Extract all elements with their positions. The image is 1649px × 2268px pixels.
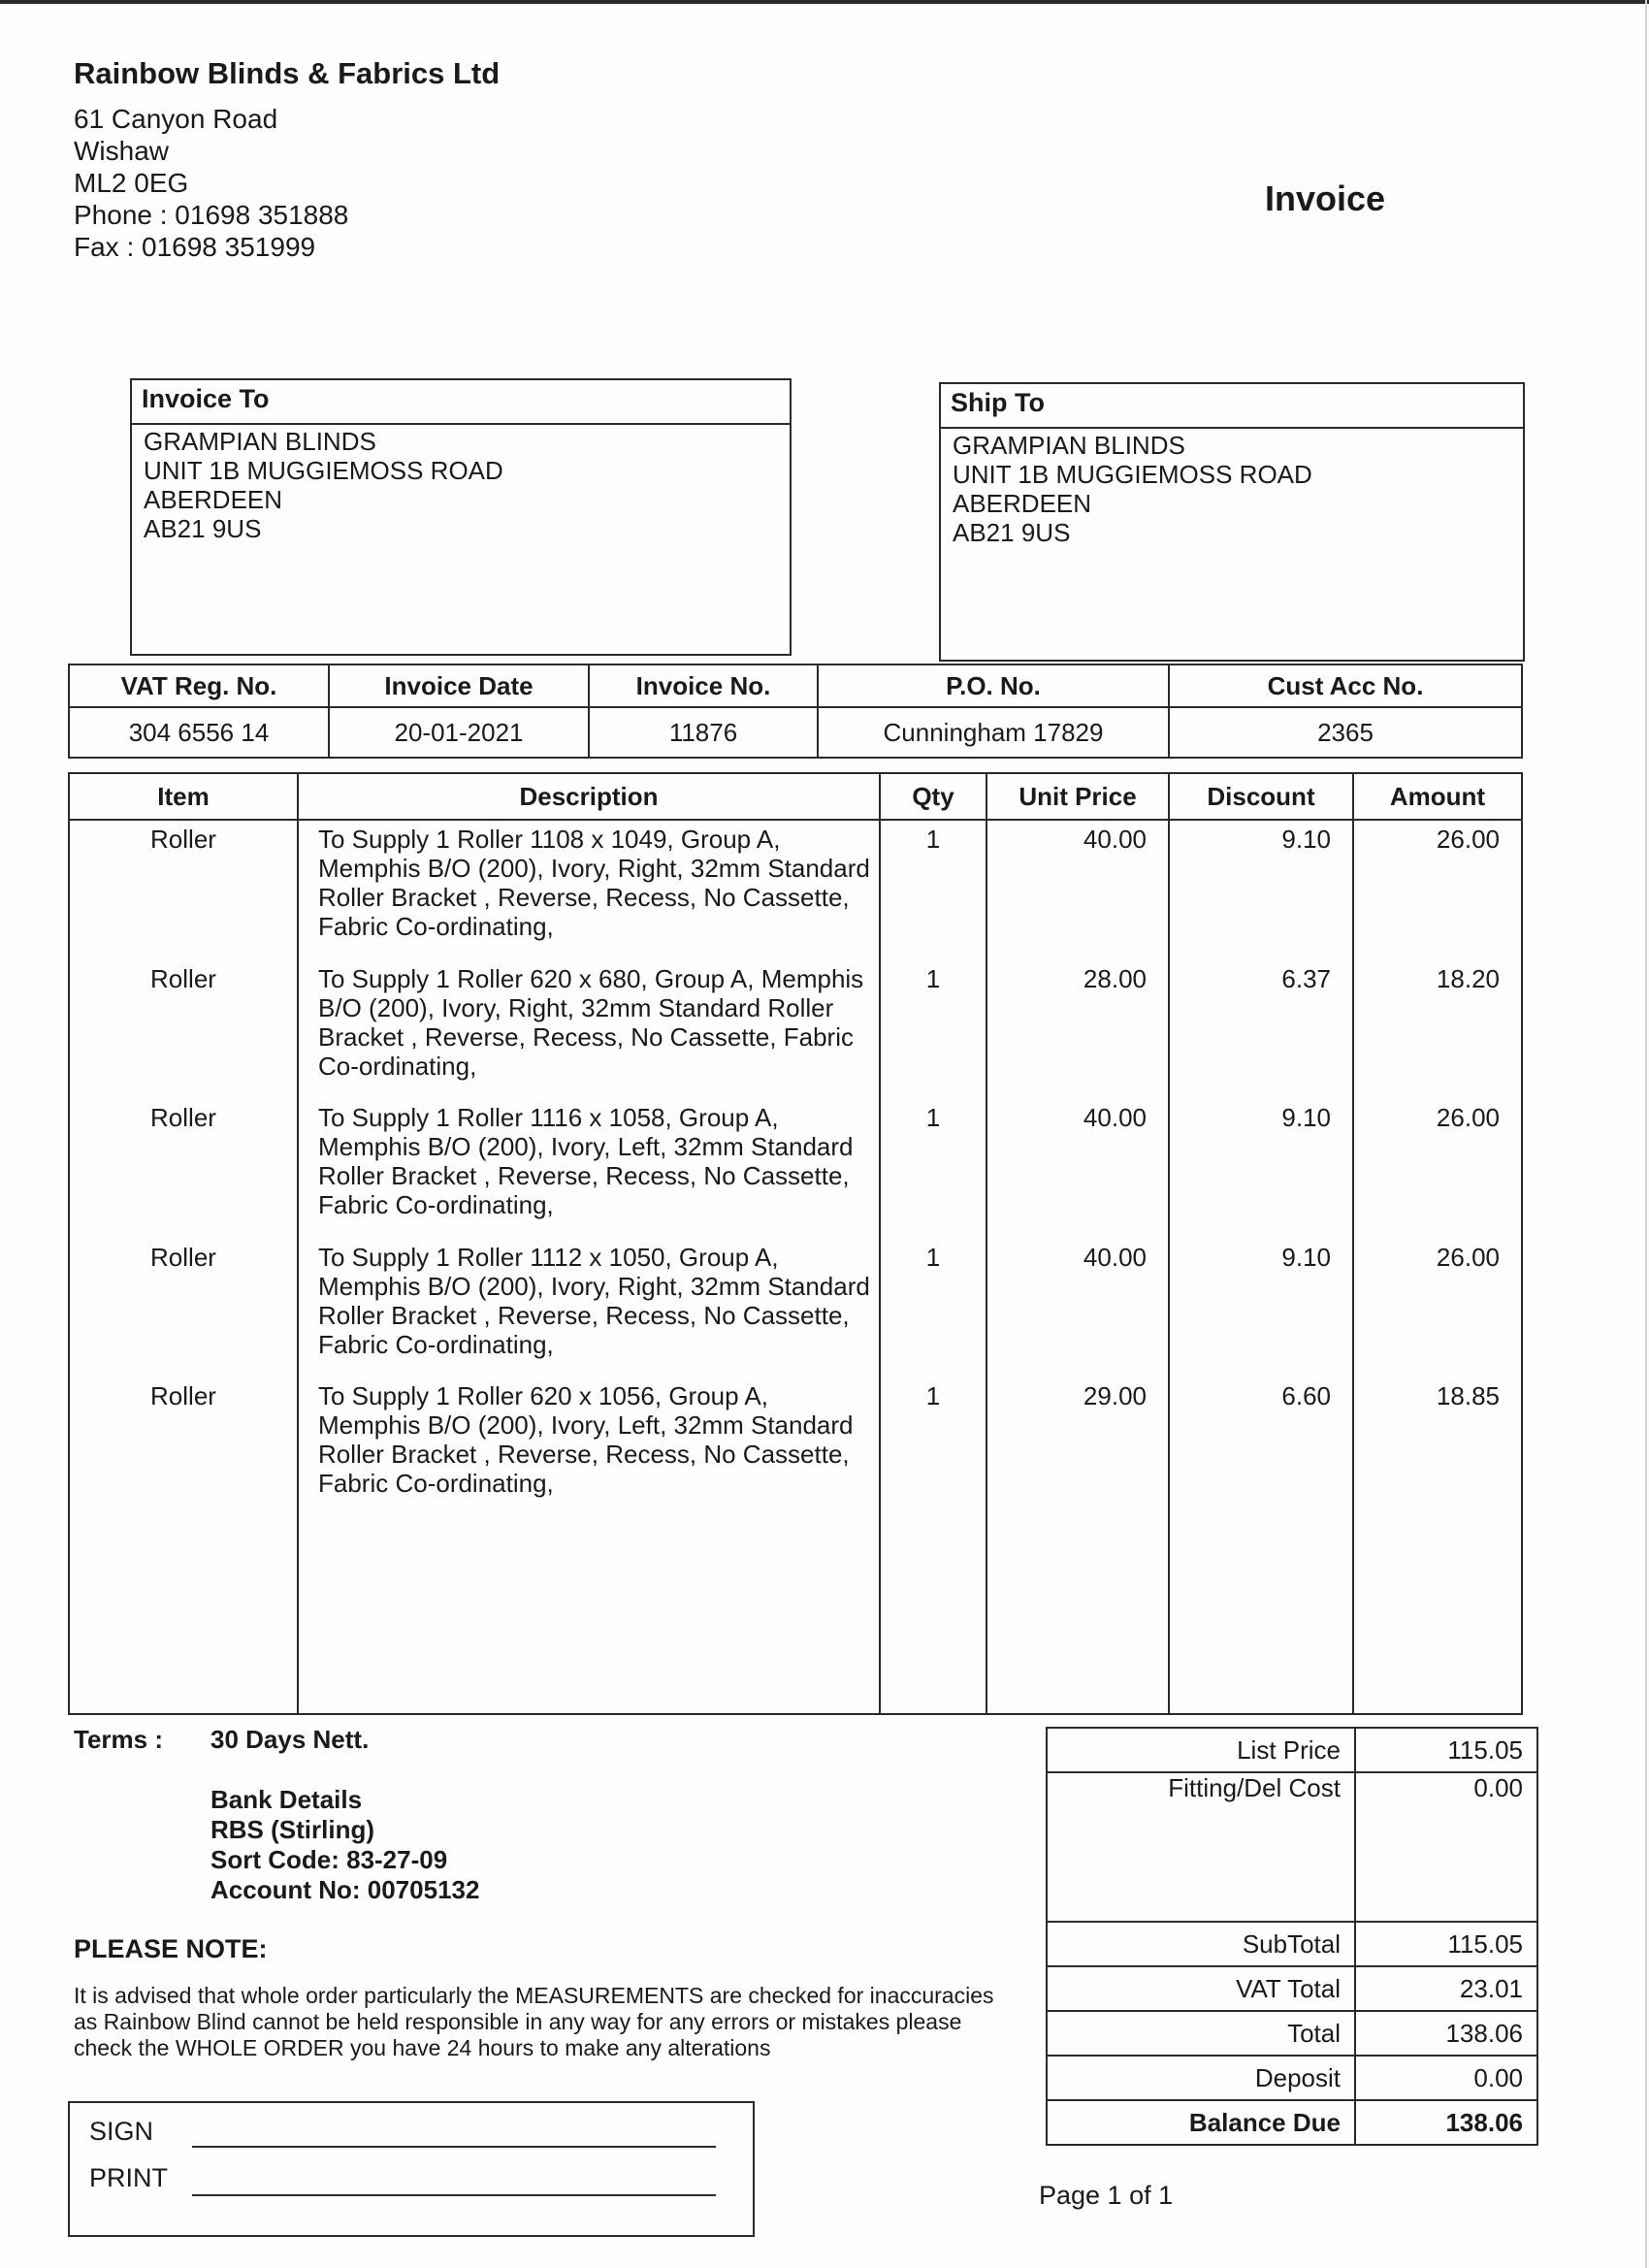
qty-cell: 1	[925, 963, 941, 993]
invoice-to-heading: Invoice To	[132, 380, 790, 425]
amount-cell: 26.00	[1436, 1242, 1500, 1272]
please-note-title: PLEASE NOTE:	[74, 1934, 268, 1963]
deposit-row	[1047, 2056, 1537, 2100]
fitting-value: 0.00	[1355, 1772, 1537, 1922]
list-price-label: List Price	[1047, 1728, 1355, 1772]
item-header: Item	[69, 773, 298, 820]
line-items-table	[68, 772, 1523, 1715]
fitting-label: Fitting/Del Cost	[1047, 1772, 1355, 1922]
discount-cell: 6.37	[1281, 963, 1331, 993]
company-name: Rainbow Blinds & Fabrics Ltd	[74, 56, 501, 90]
vat-reg-header: VAT Reg. No.	[69, 664, 329, 707]
invoice-number-header: Invoice No.	[589, 664, 818, 707]
invoice-info-table	[68, 664, 1523, 759]
amount-cell: 18.20	[1436, 963, 1500, 993]
discount-cell: 9.10	[1281, 825, 1331, 854]
qty-cell: 1	[925, 1381, 941, 1410]
bank-name: RBS (Stirling)	[210, 1815, 374, 1844]
description-cell: To Supply 1 Roller 1112 x 1050, Group A, Memphis B/O (200), Ivory, Right, 32mm Standard Roller Bracket , Reverse, Recess, No Cassette, Fabric Co-ordinating,	[318, 1242, 870, 1359]
page-top-edge	[0, 0, 1649, 4]
item-column	[69, 820, 298, 1714]
print-line[interactable]	[192, 2194, 716, 2196]
vat-total-label: VAT Total	[1047, 1966, 1355, 2011]
address-line: AB21 9US	[144, 514, 262, 543]
list-price-row	[1047, 1728, 1537, 1772]
amount-cell: 18.85	[1436, 1381, 1500, 1410]
address-line: UNIT 1B MUGGIEMOSS ROAD	[953, 460, 1312, 489]
balance-due-label: Balance Due	[1047, 2100, 1355, 2145]
account-number: Account No: 00705132	[210, 1875, 480, 1904]
print-label: PRINT	[89, 2163, 168, 2192]
qty-cell: 1	[925, 1242, 941, 1272]
po-number-header: P.O. No.	[818, 664, 1169, 707]
balance-due-row	[1047, 2100, 1537, 2145]
sort-code: Sort Code: 83-27-09	[210, 1845, 448, 1874]
subtotal-label: SubTotal	[1047, 1922, 1355, 1966]
company-fax: Fax : 01698 351999	[74, 232, 316, 262]
address-line: GRAMPIAN BLINDS	[144, 427, 376, 456]
subtotal-row	[1047, 1922, 1537, 1966]
ship-to-heading: Ship To	[941, 384, 1523, 429]
qty-header: Qty	[880, 773, 986, 820]
po-number-value: Cunningham 17829	[818, 707, 1169, 758]
sign-line[interactable]	[192, 2146, 716, 2148]
invoice-number-value: 11876	[589, 707, 818, 758]
totals-table	[1046, 1727, 1538, 2146]
vat-row	[1047, 1966, 1537, 2011]
item-cell: Roller	[150, 825, 216, 854]
signature-box	[68, 2101, 755, 2237]
unit-price-column	[986, 820, 1169, 1714]
vat-total-value: 23.01	[1355, 1966, 1537, 2011]
total-value: 138.06	[1355, 2011, 1537, 2056]
qty-cell: 1	[925, 1103, 941, 1132]
discount-column	[1169, 820, 1353, 1714]
page-number: Page 1 of 1	[1039, 2181, 1174, 2210]
list-price-value: 115.05	[1355, 1728, 1537, 1772]
address-line: ABERDEEN	[953, 489, 1092, 518]
description-cell: To Supply 1 Roller 1108 x 1049, Group A, Memphis B/O (200), Ivory, Right, 32mm Standard Roller Bracket , Reverse, Recess, No Cassette, Fabric Co-ordinating,	[318, 825, 870, 941]
address-line: UNIT 1B MUGGIEMOSS ROAD	[144, 456, 503, 485]
deposit-value: 0.00	[1355, 2056, 1537, 2100]
company-address-line: ML2 0EG	[74, 168, 189, 198]
vat-reg-value: 304 6556 14	[69, 707, 329, 758]
invoice-to-box	[130, 378, 792, 656]
bank-details-title: Bank Details	[210, 1785, 363, 1814]
terms-value: 30 Days Nett.	[210, 1725, 370, 1754]
description-cell: To Supply 1 Roller 1116 x 1058, Group A, Memphis B/O (200), Ivory, Left, 32mm Standard Roller Bracket , Reverse, Recess, No Cassette, Fabric Co-ordinating,	[318, 1103, 854, 1219]
cust-acc-value: 2365	[1169, 707, 1522, 758]
unit-price-cell: 40.00	[1083, 825, 1147, 854]
item-cell: Roller	[150, 1381, 216, 1410]
item-cell: Roller	[150, 1103, 216, 1132]
amount-cell: 26.00	[1436, 825, 1500, 854]
terms-label: Terms :	[74, 1725, 163, 1754]
sign-label: SIGN	[89, 2117, 154, 2146]
unit-price-cell: 29.00	[1083, 1381, 1147, 1410]
description-column	[298, 820, 880, 1714]
invoice-date-header: Invoice Date	[329, 664, 589, 707]
discount-cell: 6.60	[1281, 1381, 1331, 1410]
company-phone: Phone : 01698 351888	[74, 200, 349, 230]
qty-column	[880, 820, 986, 1714]
unit-price-cell: 40.00	[1083, 1103, 1147, 1132]
company-address-line: Wishaw	[74, 136, 170, 166]
fitting-row	[1047, 1772, 1537, 1922]
total-label: Total	[1047, 2011, 1355, 2056]
info-value-row	[69, 707, 1522, 758]
address-line: ABERDEEN	[144, 485, 283, 514]
description-header: Description	[298, 773, 880, 820]
items-body-row	[69, 820, 1522, 1714]
discount-header: Discount	[1169, 773, 1353, 820]
invoice-date-value: 20-01-2021	[329, 707, 589, 758]
total-row	[1047, 2011, 1537, 2056]
subtotal-value: 115.05	[1355, 1922, 1537, 1966]
info-header-row	[69, 664, 1522, 707]
unit-price-cell: 28.00	[1083, 963, 1147, 993]
address-line: GRAMPIAN BLINDS	[953, 431, 1185, 460]
document-title: Invoice	[1265, 178, 1386, 218]
amount-header: Amount	[1353, 773, 1522, 820]
ship-to-address	[941, 429, 1523, 549]
discount-cell: 9.10	[1281, 1103, 1331, 1132]
deposit-label: Deposit	[1047, 2056, 1355, 2100]
unit-price-header: Unit Price	[986, 773, 1169, 820]
description-cell: To Supply 1 Roller 620 x 1056, Group A, Memphis B/O (200), Ivory, Left, 32mm Standard Roller Bracket , Reverse, Recess, No Cassette, Fabric Co-ordinating,	[318, 1381, 854, 1498]
page-right-edge	[1645, 0, 1647, 2268]
amount-column	[1353, 820, 1522, 1714]
items-header-row	[69, 773, 1522, 820]
balance-due-value: 138.06	[1355, 2100, 1537, 2145]
unit-price-cell: 40.00	[1083, 1242, 1147, 1272]
qty-cell: 1	[925, 825, 941, 854]
description-cell: To Supply 1 Roller 620 x 680, Group A, Memphis B/O (200), Ivory, Right, 32mm Standard Roller Bracket , Reverse, Recess, No Cassette, Fabric Co-ordinating,	[318, 963, 864, 1081]
item-cell: Roller	[150, 963, 216, 993]
item-cell: Roller	[150, 1242, 216, 1272]
ship-to-box	[939, 382, 1525, 662]
amount-cell: 26.00	[1436, 1103, 1500, 1132]
discount-cell: 9.10	[1281, 1242, 1331, 1272]
company-address-line: 61 Canyon Road	[74, 104, 278, 134]
please-note-text: It is advised that whole order particularly the MEASUREMENTS are checked for inaccuracies as Rainbow Blind cannot be held responsible in any way for any errors or mistakes please check the WHOLE ORDER you have 24 hours to make any alterations	[74, 1983, 994, 2060]
cust-acc-header: Cust Acc No.	[1169, 664, 1522, 707]
address-line: AB21 9US	[953, 518, 1071, 547]
invoice-to-address	[132, 425, 790, 545]
